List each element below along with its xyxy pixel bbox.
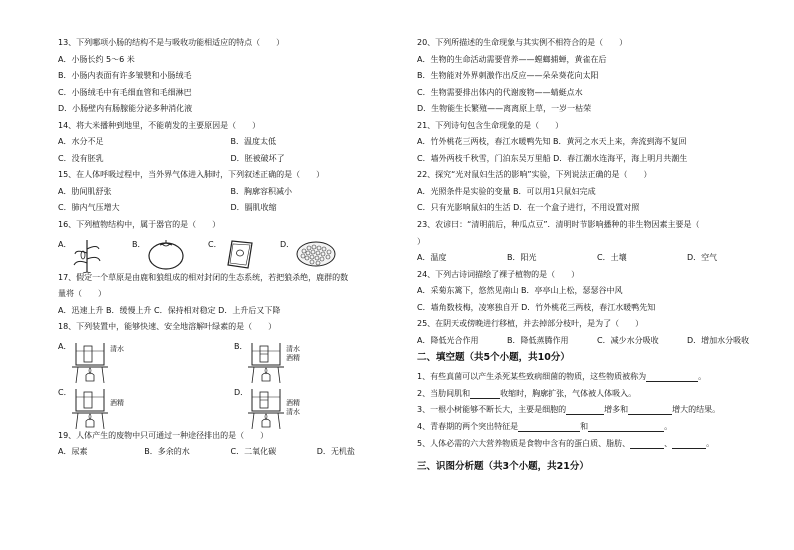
q18-label-b: B．: [234, 341, 248, 351]
q19-stem: 19、人体产生的废物中只可通过一种途径排出的是（ ）: [58, 430, 269, 440]
q20-option-c: C．生物需要排出体内的代谢废物——蜻蜓点水: [417, 87, 583, 97]
q16-label-c: C．: [208, 239, 222, 249]
q14-stem: 14、将大米播种到地里，不能萌发的主要原因是（ ）: [58, 120, 261, 130]
q14-option-c: C．没有胚乳: [58, 153, 104, 163]
fill-q5[interactable]: 5、人体必需的六大营养物质是食物中含有的蛋白质、脂肪、 、 。: [417, 438, 715, 448]
q21-options-cd: C．墙外两枝千秋雪，门泊东吴万里船 D．春江潮水连海平，海上明月共潮生: [417, 153, 688, 163]
q23-stem-close: ）: [417, 236, 425, 246]
q13-option-d: D．小肠壁内有肠腺能分泌多种消化液: [58, 104, 193, 114]
fill-q4-blank1[interactable]: [518, 423, 580, 432]
q15-options-row1: [58, 187, 403, 204]
fill-q4-end: 。: [664, 422, 673, 432]
fill-q2-blank[interactable]: [470, 390, 500, 399]
q14-option-b: B．温度太低: [230, 137, 276, 147]
q18-apparatus-d: [234, 385, 354, 429]
fill-q4[interactable]: [417, 422, 777, 439]
q20-option-d: D．生物能生长繁殖——离离原上草，一岁一枯荣: [417, 104, 592, 114]
q21-stem: 21、下列诗句包含生命现象的是（ ）: [417, 120, 564, 130]
cell-cluster-icon: [294, 237, 338, 271]
q18-apparatus-b: [234, 339, 354, 383]
q15-stem: 15、在人体呼吸过程中，当外界气体进入肺时，下列叙述正确的是（ ）: [58, 170, 325, 180]
q25-option-d: D．增加水分吸收: [687, 335, 750, 345]
q18-d-label2: 清水: [286, 407, 300, 416]
q13-stem: 13、下列哪项小肠的结构不是与吸收功能相适应的特点（ ）: [58, 38, 285, 47]
fill-q4-blank2[interactable]: [588, 423, 664, 432]
q25-option-b: B．降低蒸腾作用: [507, 335, 569, 345]
q18-b-label2: 酒精: [286, 353, 300, 362]
beaker-icon: [70, 339, 110, 383]
q17-stem-line1: 17、假定一个草原是由鹿和狼组成的相对封闭的生态系统，若把狼杀绝，鹿群的数: [58, 272, 349, 282]
q16-label-a: A．: [58, 239, 72, 249]
q14-options-row1: [58, 137, 403, 154]
section-fill-in-title: 二、填空题（共5个小题，共10分）: [417, 352, 570, 364]
q18-label-d: D．: [234, 387, 249, 397]
q17-stem-line2: 量将（ ）: [58, 289, 106, 299]
q15-options-row2: [58, 203, 403, 220]
q20-option-b: B．生物能对外界刺激作出反应——朵朵葵花向太阳: [417, 71, 599, 81]
fill-q5-blank2[interactable]: [672, 440, 706, 449]
q25-stem: 25、在阴天或傍晚进行移植，并去掉部分枝叶，是为了（ ）: [417, 319, 644, 329]
fill-q3-end: 增大的结果。: [672, 405, 721, 415]
fill-q4-text: 4、青春期的两个突出特征是: [417, 422, 519, 432]
q23-stem: 23、农谚曰：“清明前后，种瓜点豆”．清明时节影响播种的非生物因素主要是（: [417, 220, 700, 230]
fill-q3-blank2[interactable]: [628, 406, 672, 415]
tomato-icon: [146, 237, 186, 271]
fill-q3[interactable]: [417, 405, 777, 422]
q24-stem: 24、下列古诗词描绘了裸子植物的是（ ）: [417, 269, 580, 279]
q21-options-ab: A．竹外桃花三两枝，春江水暖鸭先知 B．黄河之水天上来，奔流到海不复回: [417, 137, 687, 147]
fill-q1[interactable]: [417, 372, 777, 389]
q18-a-label: 清水: [110, 344, 124, 353]
q22-options-ab: A．光照条件是实验的变量 B．可以用1只鼠妇完成: [417, 186, 596, 196]
q15-option-d: D．膈肌收缩: [230, 203, 277, 213]
q17-options: A．迅速上升 B．缓慢上升 C．保持相对稳定 D．上升后又下降: [58, 305, 281, 315]
beaker-icon: [246, 385, 286, 429]
beaker-icon: [70, 385, 110, 429]
q19-option-c: C．二氧化碳: [230, 447, 277, 457]
q18-label-a: A．: [58, 341, 72, 351]
section-figure-analysis-title: 三、识图分析题（共3个小题，共21分）: [417, 461, 589, 473]
fill-q3-text: 3、一根小树能够不断长大，主要是细胞的: [417, 405, 567, 415]
q22-options-cd: C．只有光影响鼠妇的生活 D．在一个盒子进行，不用设置对照: [417, 203, 640, 213]
q24-options-ab: A．采菊东篱下，悠然见南山 B．亭亭山上松，瑟瑟谷中风: [417, 286, 623, 296]
q18-apparatus-a: [58, 339, 178, 383]
beaker-icon: [246, 339, 286, 383]
q16-label-d: D．: [280, 239, 295, 249]
fill-q3-text2: 增多和: [604, 405, 629, 415]
q13-option-c: C．小肠绒毛中有毛细血管和毛细淋巴: [58, 87, 192, 97]
corn-plant-icon: [72, 237, 102, 273]
fill-q1-end: 。: [698, 372, 707, 382]
q18-apparatus-c: [58, 385, 178, 429]
fill-q3-blank1[interactable]: [566, 406, 604, 415]
q16-figures: [58, 237, 403, 273]
q23-options: [417, 253, 777, 270]
fill-q5-end: 。: [706, 438, 715, 448]
fill-q2-text2: 收缩时，胸廓扩张，气体被人体吸入。: [500, 388, 637, 398]
q20-option-a: A．生物的生命活动需要营养——螳螂捕蝉，黄雀在后: [417, 54, 607, 64]
q16-stem: 16、下列植物结构中，属于器官的是（ ）: [58, 220, 221, 230]
q19-options: [58, 447, 403, 464]
q18-d-label1: 酒精: [286, 398, 300, 407]
fill-q5-blank1[interactable]: [630, 440, 664, 449]
q15-option-b: B．胸廓容积减小: [230, 186, 292, 196]
q25-options: [417, 336, 777, 353]
fill-q5-text: 5、人体必需的六大营养物质是食物中含有的蛋白质、脂肪、: [417, 438, 631, 448]
q19-option-d: D．无机盐: [316, 447, 355, 457]
q14-option-d: D．胚被破坏了: [230, 153, 285, 163]
q25-option-c: C．减少水分吸收: [597, 335, 659, 345]
q13-option-b: B．小肠内表面有许多皱襞和小肠绒毛: [58, 71, 192, 81]
q22-stem: 22、探究“光对鼠妇生活的影响”实验，下列说法正确的是（ ）: [417, 170, 652, 180]
left-column: [58, 38, 403, 464]
q15-option-c: C．肺内气压增大: [58, 203, 120, 213]
q24-options-cd: C．墙角数枝梅，凌寒独自开 D．竹外桃花三两枝，春江水暖鸭先知: [417, 302, 656, 312]
q20-stem: 20、下列所描述的生命现象与其实例不相符合的是（ ）: [417, 38, 628, 47]
fill-q1-text: 1、有些真菌可以产生杀死某些致病细菌的物质，这些物质被称为: [417, 372, 647, 382]
q18-figures: [58, 339, 403, 431]
fill-q4-text2: 和: [580, 422, 589, 432]
right-column: [417, 38, 777, 481]
q25-option-a: A．降低光合作用: [417, 335, 479, 345]
fill-q1-blank[interactable]: [646, 373, 698, 382]
plant-cell-icon: [222, 237, 256, 271]
fill-q2[interactable]: [417, 389, 777, 406]
q18-label-c: C．: [58, 387, 72, 397]
q14-options-row2: [58, 154, 403, 171]
q23-option-c: C．土壤: [597, 253, 627, 263]
q19-option-a: A．尿素: [58, 447, 88, 457]
q18-b-label1: 清水: [286, 344, 300, 353]
q14-option-a: A．水分不足: [58, 137, 104, 147]
q13-option-a: A．小肠长约 5～6 米: [58, 54, 135, 64]
q18-c-label: 酒精: [110, 398, 124, 407]
q18-b-labels: [286, 345, 300, 363]
q19-option-b: B．多余的水: [144, 447, 190, 457]
q18-stem: 18、下列装置中，能够快速、安全地溶解叶绿素的是（ ）: [58, 322, 277, 332]
q23-option-d: D．空气: [687, 253, 718, 263]
q23-option-b: B．阳光: [507, 253, 537, 263]
q16-label-b: B．: [132, 239, 146, 249]
q18-d-labels: [286, 399, 300, 417]
fill-q2-text: 2、当肋间肌和: [417, 388, 471, 398]
q23-option-a: A．温度: [417, 253, 447, 263]
q15-option-a: A．肋间肌舒张: [58, 186, 112, 196]
